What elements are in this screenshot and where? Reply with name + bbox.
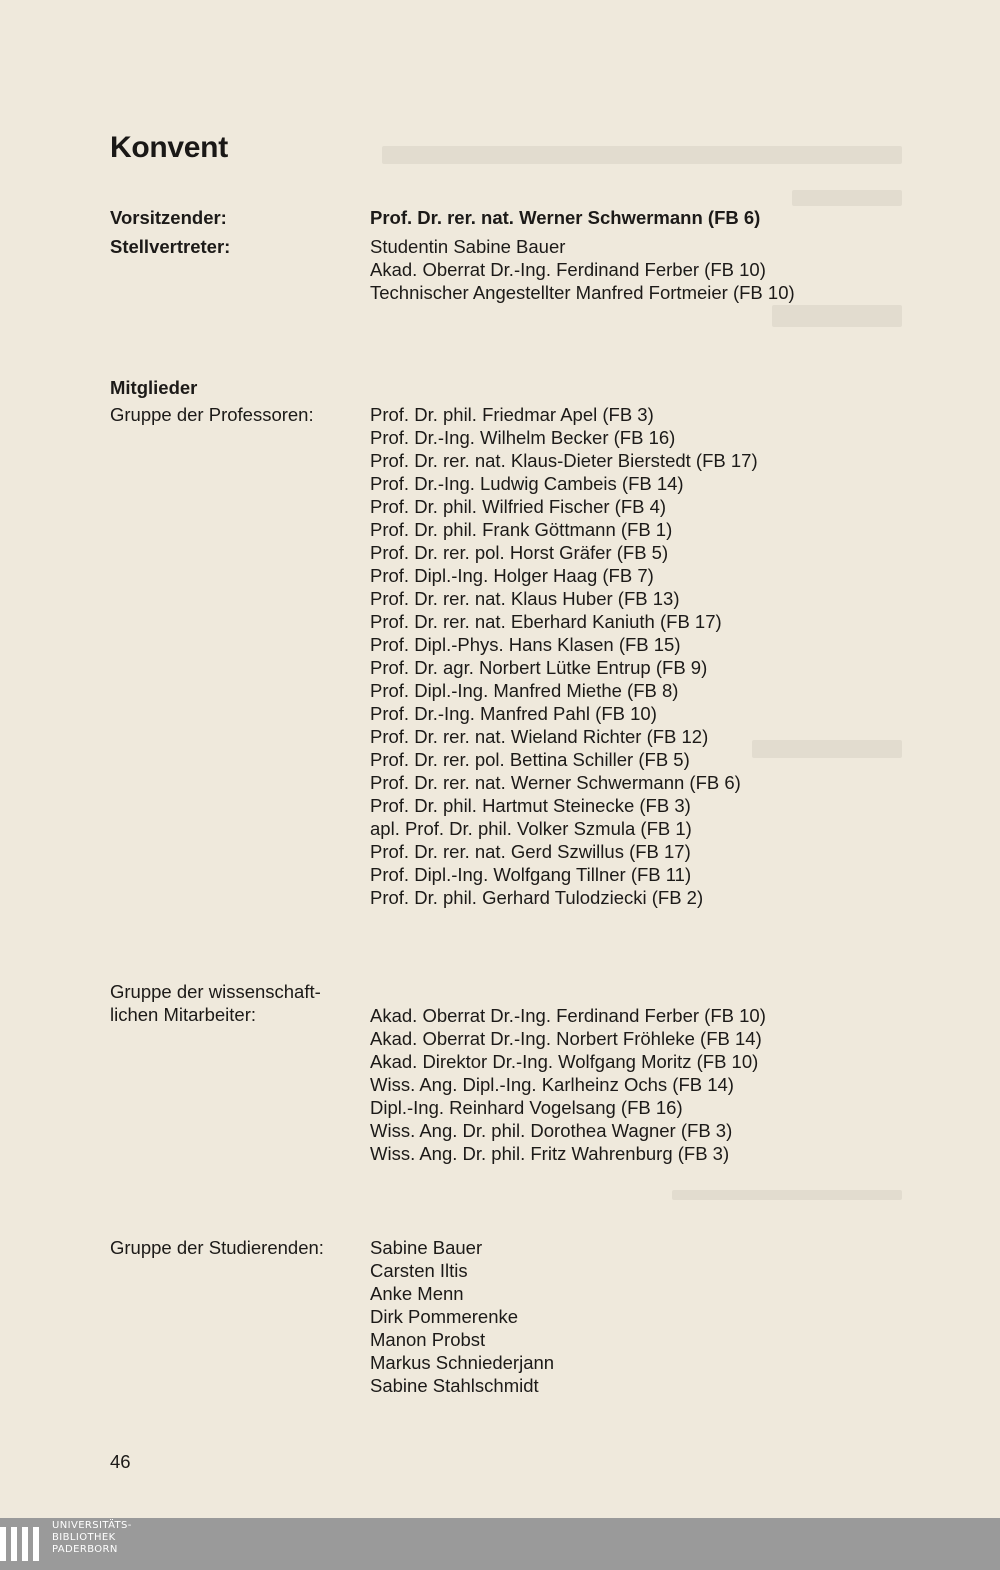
chair-name: Prof. Dr. rer. nat. Werner Schwermann (FB 6) — [370, 207, 761, 228]
staff-label-line1: Gruppe der wissenschaft- — [110, 981, 321, 1002]
student-item: Markus Schniederjann — [370, 1352, 555, 1373]
professor-item: Prof. Dr. phil. Frank Göttmann (FB 1) — [370, 519, 673, 540]
professor-item: Prof. Dr. rer. nat. Werner Schwermann (FB 6) — [370, 772, 741, 793]
staff-item: Wiss. Ang. Dr. phil. Dorothea Wagner (FB 3) — [370, 1120, 733, 1141]
deputy-item: Technischer Angestellter Manfred Fortmeier (FB 10) — [370, 282, 795, 303]
professor-item: Prof. Dipl.-Ing. Wolfgang Tillner (FB 11) — [370, 864, 692, 885]
student-item: Manon Probst — [370, 1329, 486, 1350]
students-list — [370, 1236, 554, 1397]
staff-item: Dipl.-Ing. Reinhard Vogelsang (FB 16) — [370, 1097, 683, 1118]
student-item: Anke Menn — [370, 1283, 464, 1304]
professors-list — [370, 403, 758, 909]
page-number: 46 — [110, 1451, 131, 1472]
professor-item: apl. Prof. Dr. phil. Volker Szmula (FB 1) — [370, 818, 692, 839]
professor-item: Prof. Dr. rer. nat. Eberhard Kaniuth (FB 17) — [370, 611, 722, 632]
staff-list — [370, 1004, 766, 1165]
professor-item: Prof. Dr. phil. Friedmar Apel (FB 3) — [370, 404, 654, 425]
professor-item: Prof. Dr. phil. Hartmut Steinecke (FB 3) — [370, 795, 691, 816]
library-footer-bar — [0, 1518, 1000, 1570]
staff-item: Wiss. Ang. Dipl.-Ing. Karlheinz Ochs (FB 14) — [370, 1074, 734, 1095]
professor-item: Prof. Dr. rer. nat. Klaus Huber (FB 13) — [370, 588, 680, 609]
student-item: Sabine Stahlschmidt — [370, 1375, 539, 1396]
professor-item: Prof. Dr.-Ing. Wilhelm Becker (FB 16) — [370, 427, 676, 448]
deputy-item: Akad. Oberrat Dr.-Ing. Ferdinand Ferber (FB 10) — [370, 259, 766, 280]
professor-item: Prof. Dr. rer. pol. Bettina Schiller (FB 5) — [370, 749, 690, 770]
logo-line: UNIVERSITÄTS- — [52, 1520, 132, 1531]
staff-item: Akad. Direktor Dr.-Ing. Wolfgang Moritz (FB 10) — [370, 1051, 759, 1072]
professors-label: Gruppe der Professoren: — [110, 404, 314, 425]
professor-item: Prof. Dr. phil. Wilfried Fischer (FB 4) — [370, 496, 667, 517]
professor-item: Prof. Dr. rer. pol. Horst Gräfer (FB 5) — [370, 542, 669, 563]
professor-item: Prof. Dr.-Ing. Manfred Pahl (FB 10) — [370, 703, 657, 724]
students-label: Gruppe der Studierenden: — [110, 1237, 324, 1258]
student-item: Carsten Iltis — [370, 1260, 468, 1281]
professor-item: Prof. Dipl.-Ing. Manfred Miethe (FB 8) — [370, 680, 679, 701]
staff-item: Wiss. Ang. Dr. phil. Fritz Wahrenburg (FB 3) — [370, 1143, 730, 1164]
professor-item: Prof. Dr. phil. Gerhard Tulodziecki (FB 2) — [370, 887, 704, 908]
professor-item: Prof. Dr. agr. Norbert Lütke Entrup (FB 9) — [370, 657, 708, 678]
logo-line: PADERBORN — [52, 1544, 118, 1555]
professor-item: Prof. Dipl.-Ing. Holger Haag (FB 7) — [370, 565, 654, 586]
logo-line: BIBLIOTHEK — [52, 1532, 116, 1543]
library-logo-text — [52, 1520, 132, 1556]
professor-item: Prof. Dr.-Ing. Ludwig Cambeis (FB 14) — [370, 473, 684, 494]
professor-item: Prof. Dr. rer. nat. Klaus-Dieter Bierstedt (FB 17) — [370, 450, 758, 471]
chair-label: Vorsitzender: — [110, 207, 227, 228]
deputy-item: Studentin Sabine Bauer — [370, 236, 566, 257]
page-title: Konvent — [110, 131, 228, 164]
professor-item: Prof. Dr. rer. nat. Wieland Richter (FB 12) — [370, 726, 709, 747]
professor-item: Prof. Dipl.-Phys. Hans Klasen (FB 15) — [370, 634, 681, 655]
library-logo-icon — [0, 1518, 44, 1570]
deputy-label: Stellvertreter: — [110, 236, 231, 257]
members-heading: Mitglieder — [110, 377, 198, 398]
staff-item: Akad. Oberrat Dr.-Ing. Norbert Fröhleke (FB 14) — [370, 1028, 762, 1049]
staff-label-line2: lichen Mitarbeiter: — [110, 1004, 257, 1025]
professor-item: Prof. Dr. rer. nat. Gerd Szwillus (FB 17) — [370, 841, 691, 862]
student-item: Sabine Bauer — [370, 1237, 483, 1258]
deputy-list — [370, 235, 795, 304]
staff-item: Akad. Oberrat Dr.-Ing. Ferdinand Ferber (FB 10) — [370, 1005, 766, 1026]
student-item: Dirk Pommerenke — [370, 1306, 519, 1327]
